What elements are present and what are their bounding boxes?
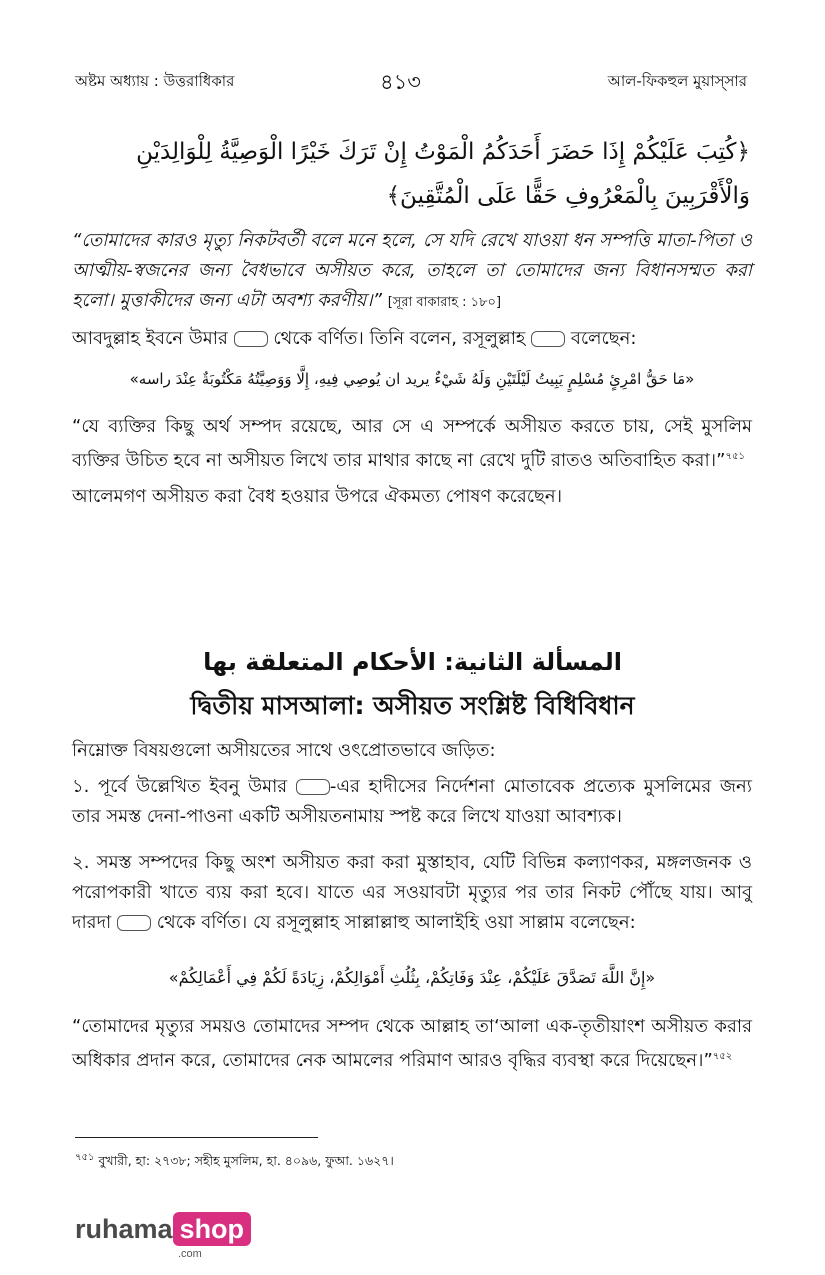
hadith1-narration bbox=[72, 324, 752, 354]
point-1-after: -এর হাদীসের নির্দেশনা মোতাবেক প্রত্যেক মুসলিমের জন্য তার সমস্ত দেনা-পাওনা একটি অসীয়তনামায় স্পষ্ট করে লিখে যাওয়া আবশ্যক। bbox=[72, 776, 752, 827]
point-1 bbox=[72, 772, 752, 832]
section-heading-bangla: দ্বিতীয় মাসআলা: অসীয়ত সংশ্লিষ্ট বিধিবিধান bbox=[190, 691, 635, 720]
quran-verse-arabic: ﴿كُتِبَ عَلَيْكُمْ إِذَا حَضَرَ أَحَدَكُمُ الْمَوْتُ إِنْ تَرَكَ خَيْرًا الْوَصِيَّةُ لِلْوَالِدَيْنِ وَالْأَقْرَبِينَ بِالْمَعْرُوفِ حَقًّا عَلَى الْمُتَّقِينَ﴾ bbox=[136, 139, 750, 209]
point-1-before: ১. পূর্বে উল্লেখিত ইবনু উমার bbox=[72, 776, 288, 797]
honorific-radiallahu-anhuma-icon bbox=[234, 331, 268, 347]
running-header-book-title: আল-ফিকহুল মুয়াস্‌সার bbox=[607, 72, 747, 90]
point-2 bbox=[72, 848, 752, 938]
hadith1-narration-after: বলেছেন: bbox=[570, 328, 637, 349]
hadith1-translation-block bbox=[72, 412, 752, 476]
hadith2-translation-block bbox=[72, 1012, 752, 1076]
hadith1-arabic: «مَا حَقُّ امْرِئٍ مُسْلِمٍ يَبِيتُ لَيْلَتَيْنِ وَلَهُ شَيْءٌ يريد ان يُوصِي فِيهِ، إِلَّا وَوَصِيَّتُهُ مَكْتُوبَةٌ عِنْدَ راسه» bbox=[129, 370, 695, 388]
logo-ruhama-text: ruhama bbox=[75, 1214, 173, 1244]
footnote-751 bbox=[75, 1150, 394, 1173]
logo-com-text: .com bbox=[178, 1248, 202, 1260]
honorific-salallahu-icon bbox=[531, 331, 565, 347]
quran-translation-text: “তোমাদের কারও মৃত্যু নিকটবর্তী বলে মনে হলে, সে যদি রেখে যাওয়া ধন সম্পত্তি মাতা-পিতা ও আত্মীয়-স্বজনের জন্য বৈধভাবে অসীয়ত করে, তাহলে তা তোমাদের জন্য বিধানসম্মত করা হলো। মুত্তাকীদের জন্য এটা অবশ্য করণীয়।” bbox=[72, 230, 752, 311]
point-2-narration-after: থেকে বর্ণিত। যে রসূলুল্লাহ সাল্লাল্লাহু আলাইহি ওয়া সাল্লাম বলেছেন: bbox=[156, 912, 636, 933]
logo-shop-badge: shop bbox=[173, 1212, 252, 1246]
footnote-text: বুখারী, হা: ২৭৩৮; সহীহ মুসলিম, হা. ৪০৯৬, ফুআ. ১৬২৭। bbox=[98, 1153, 394, 1169]
ruhamashop-logo bbox=[75, 1212, 251, 1260]
hadith1-translation: “যে ব্যক্তির কিছু অর্থ সম্পদ রয়েছে, আর সে এ সম্পর্কে অসীয়ত করতে চায়, সেই মুসলিম ব্যক্তির উচিত হবে না অসীয়ত লিখে তার মাথার কাছে না রেখে দুটি রাতও অতিবাহিত করা।” bbox=[72, 416, 752, 471]
honorific-radiallahu-anhu-icon bbox=[117, 915, 151, 931]
point-2-text: ২. সমস্ত সম্পদের কিছু অংশ অসীয়ত করা করা মুস্তাহাব, যেটি বিভিন্ন কল্যাণকর, মঙ্গলজনক ও পরোপকারী খাতে ব্যয় করা হবে। যাতে এর সওয়াবটা মৃত্যুর পর তার নিকট পৌঁছে যায়। bbox=[72, 852, 752, 903]
hadith1-narration-before: আবদুল্লাহ ইবনে উমার bbox=[72, 328, 228, 349]
quran-translation bbox=[72, 226, 752, 318]
footnote-mark: ৭৫১ bbox=[75, 1152, 95, 1163]
page-number: ৪১৩ bbox=[380, 70, 421, 94]
section-heading-arabic: المسألة الثانية: الأحكام المتعلقة بها bbox=[203, 648, 622, 676]
running-header-chapter: অষ্টম অধ্যায় : উত্তরাধিকার bbox=[75, 72, 235, 90]
point-2-narration-before: আবু দারদা bbox=[72, 882, 752, 933]
quran-reference: [সূরা বাকারাহ : ১৮০] bbox=[387, 295, 502, 310]
honorific-radiallahu-anhuma-icon bbox=[296, 779, 330, 795]
section-intro: নিম্নোক্ত বিষয়গুলো অসীয়তের সাথে ওৎপ্রোতভাবে জড়িত: bbox=[72, 740, 496, 761]
footnote-divider bbox=[75, 1137, 318, 1138]
hadith2-translation: “তোমাদের মৃত্যুর সময়ও তোমাদের সম্পদ থেকে আল্লাহ তা‘আলা এক-তৃতীয়াংশ অসীয়ত করার অধিকার প্রদান করে, তোমাদের নেক আমলের পরিমাণ আরও বৃদ্ধির ব্যবস্থা করে দিয়েছেন।” bbox=[72, 1016, 752, 1071]
consensus-statement: আলেমগণ অসীয়ত করা বৈধ হওয়ার উপরে ঐকমত্য পোষণ করেছেন। bbox=[72, 486, 563, 507]
hadith1-narration-mid: থেকে বর্ণিত। তিনি বলেন, রসূলুল্লাহ bbox=[273, 328, 526, 349]
footnote-ref-751[interactable]: ৭৫১ bbox=[725, 451, 745, 462]
footnote-ref-752[interactable]: ৭৫২ bbox=[712, 1051, 733, 1062]
hadith2-arabic: «إِنَّ اللَّهَ تَصَدَّقَ عَلَيْكُمْ، عِنْدَ وَفَاتِكُمْ، بِثُلُثِ أَمْوَالِكُمْ، زِيَادَةً لَكُمْ فِي أَعْمَالِكُمْ» bbox=[168, 968, 656, 987]
